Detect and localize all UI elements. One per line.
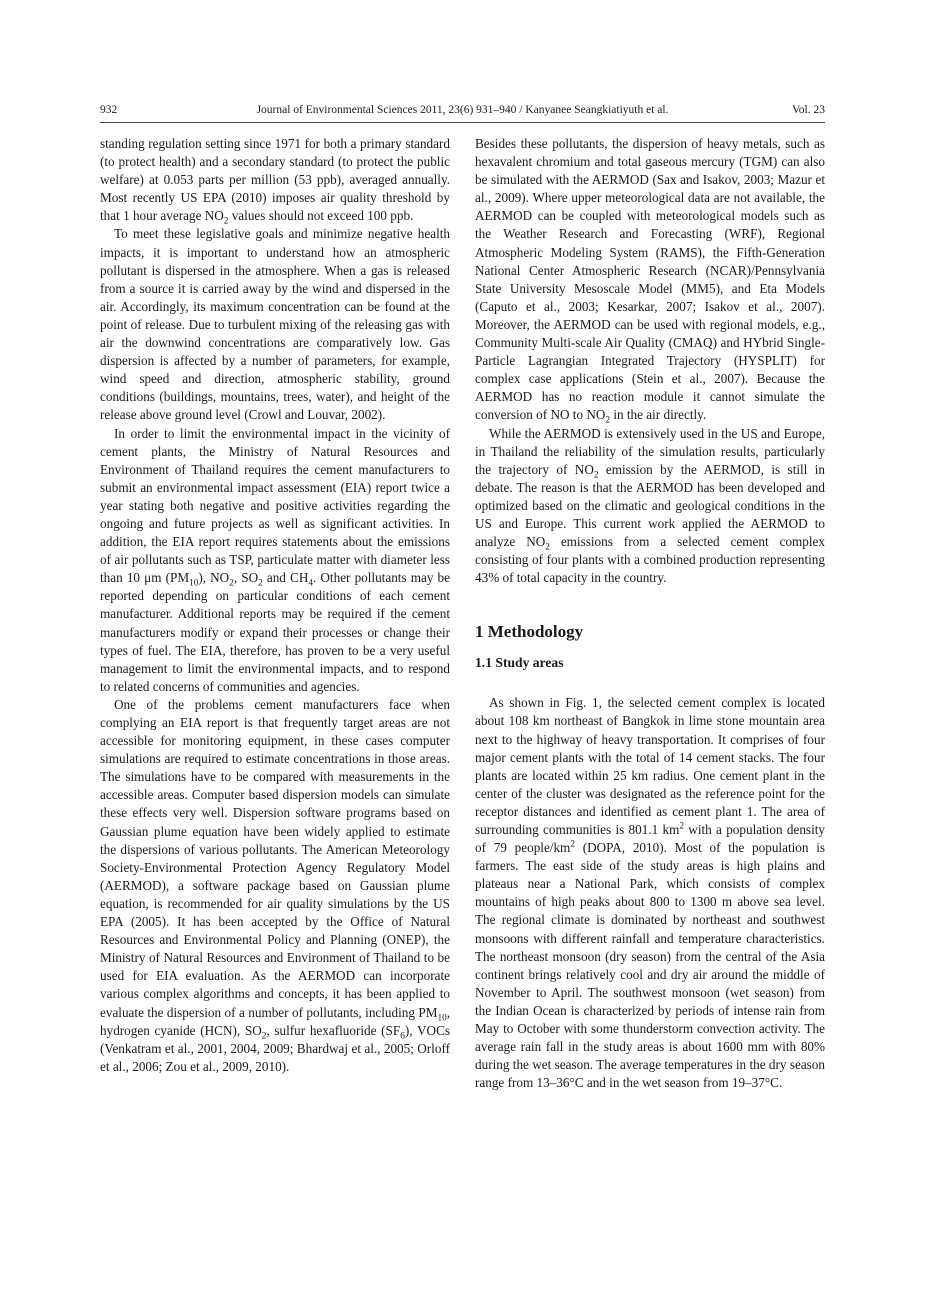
right-column — [475, 135, 825, 1092]
journal-citation: Journal of Environmental Sciences 2011, 23(6) 931–940 / Kanyanee Seangkiatiyuth et al. — [256, 104, 669, 116]
paragraph-eia: In order to limit the environmental impact in the vicinity of cement plants, the Ministry of Natural Resources and Environment of Thailand requires the cement manufacturers to submit an environmental impact assessment (EIA) report twice a year stating both negative and positive activities regarding the ongoing and future projects as well as significant activities. In addition, the EIA report requires statements about the emissions of air pollutants such as TSP, particulate matter with diameter less than 10 μm $(PM_{10})$, $NO_2$, $SO_2$ and $CH_4$. Other pollutants may be reported depending on particular conditions of each cement manufacturer. Additional reports may be required if the cement manufacturers modify or expand their processes or change their types of fuel. The EIA, therefore, has proven to be a very useful management to limit the environmental impacts, and to respond to related concerns of communities and agencies. — [100, 425, 450, 694]
subsection-heading: 1.1 Study areas — [475, 655, 564, 671]
volume-label: Vol. 23 — [791, 104, 825, 116]
paragraph-regulation: standing regulation setting since 1971 for both a primary standard (to protect health) and a secondary standard (to protect the public welfare) at 0.053 parts per million (53 ppb), averaged annually. Most recently US EPA (2010) imposes air quality threshold by that 1 hour average $NO_2$ values should not exceed 100 ppb. — [100, 136, 450, 227]
paragraph-aermod: One of the problems cement manufacturers face when complying an EIA report is that frequently target areas are not accessible for monitoring equipment, in these cases computer simulations are required to estimate concentrations in those areas. The simulations have to be compared with measurements in the accessible areas. Computer based dispersion models can simulate these effects very well. Dispersion software programs based on Gaussian plume equation have been widely applied to estimate the dispersions of various pollutants. The American Meteorology Society-Environmental Protection Agency Regulatory Model (AERMOD), a software package based on Gaussian plume equation, is recommended for air quality simulations by the US EPA (2005). It has been accepted by the Office of Natural Resources and Environmental Policy and Planning (ONEP), the Ministry of Natural Resources and Environment of Thailand to be used for EIA evaluation. As the AERMOD can incorporate various complex algorithms and concepts, it has been applied to evaluate the dispersion of a number of pollutants, including $PM_{10}$, hydrogen cyanide (HCN), $SO_2$, sulfur hexafluoride $(SF_6)$, VOCs (Venkatram et al., 2001, 2004, 2009; Bhardwaj et al., 2005; Orloff et al., 2006; Zou et al., 2009, 2010). — [100, 696, 450, 1074]
section-heading: 1 Methodology — [475, 622, 584, 642]
running-header — [100, 104, 825, 123]
paragraph-dispersion: To meet these legislative goals and minimize negative health impacts, it is important to understand how an atmospheric pollutant is dispersed in the atmosphere. When a gas is released from a source it is carried away by the wind and dispersed in the air. Accordingly, its maximum concentration can be found at the point of release. Due to turbulent mixing of the releasing gas with air the downwind concentrations are comparatively low. Gas dispersion is affected by a number of parameters, for example, wind speed and direction, atmospheric stability, ground conditions (buildings, mountains, trees, water), and height of the release above ground level (Crowl and Louvar, 2002). — [100, 226, 450, 423]
paragraph-thailand: While the AERMOD is extensively used in the US and Europe, in Thailand the reliability of the simulation results, particularly the trajectory of $NO_2$ emission by the AERMOD, is still in debate. The reason is that the AERMOD has been developed and optimized based on the climatic and geological conditions in the US and Europe. This current work applied the AERMOD to analyze $NO_2$ emissions from a selected cement complex consisting of four plants with a combined production representing 43% of total capacity in the country. — [475, 425, 826, 586]
left-column — [100, 135, 450, 1076]
paragraph-heavy-metals: Besides these pollutants, the dispersion of heavy metals, such as hexavalent chromium and total gaseous mercury (TGM) can also be simulated with the AERMOD (Sax and Isakov, 2003; Mazur et al., 2009). Where upper meteorological data are not available, the AERMOD can be coupled with meteorological models such as the Weather Research and Forecasting (WRF), Regional Atmospheric Modeling System (RAMS), the Fifth-Generation National Center Atmospheric Research (NCAR)/Pennsylvania State University Mesoscale Model (MM5), and Eta Models (Caputo et al., 2003; Kesarkar, 2007; Isakov et al., 2007). Moreover, the AERMOD can be used with regional models, e.g., Community Multi-scale Air Quality (CMAQ) and HYbrid Single-Particle Lagrangian Integrated Trajectory (HYSPLIT) for complex case applications (Stein et al., 2007). Because the AERMOD has no reaction module it cannot simulate the conversion of NO to $NO_2$ in the air directly. — [475, 136, 825, 426]
paragraph-study-areas: As shown in Fig. 1, the selected cement complex is located about 108 km northeast of Bangkok in lime stone mountain area next to the highway of heavy transportation. It comprises of four major cement plants with the total of 14 cement stacks. The four plants are located within 25 km radius. One cement plant in the center of the cluster was designated as the reference point for the receptor distances and identified as cement plant 1. The area of surrounding communities is 801.1 $km^2$ with a population density of 79 people/$km^2$ (DOPA, 2010). Most of the population is farmers. The east side of the study areas is high plains and plateaus near a National Park, which consists of complex mountains of high peaks about 800 to 1300 m above sea level. The regional climate is dominated by northeast and southwest monsoons with different rainfall and temperature characteristics. The northeast monsoon (dry season) from the central of the Asia continent brings relatively cool and dry air around the middle of November to April. The southwest monsoon (wet season) from the Indian Ocean is characterized by periods of intense rain from May to October with some thunderstorm convection activity. The average rain fall in the study areas is about 1600 mm with 80% during the wet season. The average temperatures in the dry season range from 13–36°C and in the wet season from 19–37°C. — [475, 695, 825, 1091]
page-number: 932 — [100, 104, 118, 116]
